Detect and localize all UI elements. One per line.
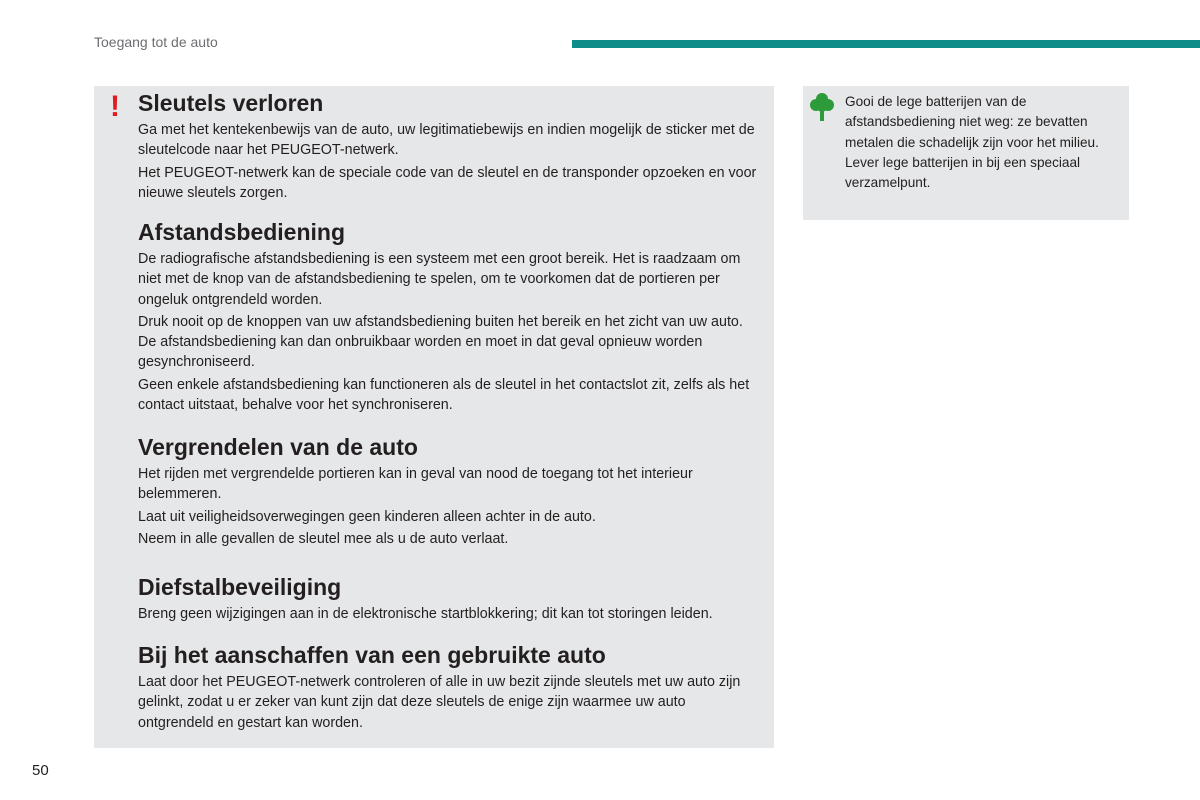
eco-tip-text: Gooi de lege batterijen van de afstandsbediening niet weg: ze bevatten metalen die schadelijk zijn voor het milieu. Lever lege batterijen in bij een speciaal verzamelpunt. — [845, 94, 1099, 191]
paragraph: Laat uit veiligheidsoverwegingen geen kinderen alleen achter in de auto. — [138, 508, 596, 525]
tree-eco-icon — [809, 92, 835, 122]
paragraph: Het rijden met vergrendelde portieren kan in geval van nood de toegang tot het interieur belemmeren. — [138, 466, 693, 503]
paragraph: Het PEUGEOT-netwerk kan de speciale code van de sleutel en de transponder opzoeken en voor nieuwe sleutels zorgen. — [138, 164, 757, 201]
section-used-car — [138, 640, 764, 733]
exclamation-warning-icon: ! — [110, 90, 120, 123]
page-number: 50 — [32, 762, 49, 779]
section-title: Bij het aanschaffen van een gebruikte auto — [138, 642, 606, 668]
section-remote-control — [138, 217, 764, 415]
section-anti-theft — [138, 572, 764, 624]
paragraph: Druk nooit op de knoppen van uw afstandsbediening buiten het bereik en het zicht van uw auto. De afstandsbediening kan dan onbruikbaar worden en moet in dat geval opnieuw worden gesynchroniseerd. — [138, 313, 743, 371]
section-title: Diefstalbeveiliging — [138, 574, 342, 600]
paragraph: Neem in alle gevallen de sleutel mee als u de auto verlaat. — [138, 530, 509, 547]
paragraph: Geen enkele afstandsbediening kan functioneren als de sleutel in het contactslot zit, zelfs als het contact uitstaat, behalve voor het synchroniseren. — [138, 376, 750, 414]
section-title: Afstandsbediening — [138, 219, 346, 245]
eco-tip-box — [803, 86, 1129, 220]
paragraph: Breng geen wijzigingen aan in de elektronische startblokkering; dit kan tot storingen leiden. — [138, 606, 713, 622]
paragraph: Laat door het PEUGEOT-netwerk controleren of alle in uw bezit zijnde sleutels met uw auto zijn gelinkt, zodat u er zeker van kunt zijn dat deze sleutels de enige zijn waarmee uw auto ontgrendeld en gestart kan worden. — [138, 674, 741, 731]
section-lost-keys — [138, 88, 764, 203]
section-title: Vergrendelen van de auto — [138, 434, 418, 460]
page-header-title: Toegang tot de auto — [94, 34, 218, 50]
warning-box — [94, 86, 774, 748]
paragraph: Ga met het kentekenbewijs van de auto, uw legitimatiebewijs en indien mogelijk de sticker met de sleutelcode naar het PEUGEOT-netwerk. — [138, 122, 755, 159]
section-title: Sleutels verloren — [138, 90, 324, 116]
header-accent-bar — [572, 40, 1200, 48]
paragraph: De radiografische afstandsbediening is een systeem met een groot bereik. Het is raadzaam om niet met de knop van de afstandsbediening te spelen, om te voorkomen dat de portieren per ongeluk ontgrendeld worden. — [138, 251, 741, 308]
section-locking — [138, 432, 764, 549]
